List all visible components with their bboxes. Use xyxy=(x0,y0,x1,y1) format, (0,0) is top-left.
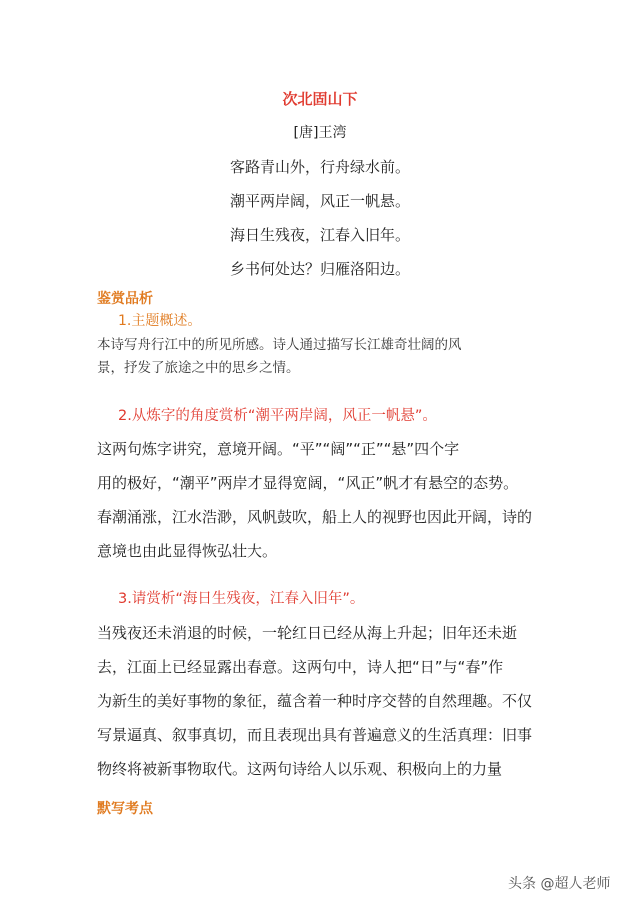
question-3-text-line: 写景逼真、叙事真切，而且表现出具有普遍意义的生活真理：旧事 xyxy=(97,726,533,744)
question-2-text-line: 用的极好，“潮平”两岸才显得宽阔，“风正”帆才有悬空的态势。 xyxy=(97,474,519,492)
poem-line: 潮平两岸阔，风正一帆悬。 xyxy=(229,192,410,210)
question-2-text-line: 这两句炼字讲究，意境开阔。“平”“阔”“正”“悬”四个字 xyxy=(97,440,460,458)
question-1-text-line: 本诗写舟行江中的所见所感。诗人通过描写长江雄奇壮阔的风 xyxy=(97,337,462,353)
question-3-heading: 3.请赏析“海日生残夜，江春入旧年”。 xyxy=(118,591,365,607)
question-2-text-line: 意境也由此显得恢弘壮大。 xyxy=(97,542,278,560)
question-1-text-line: 景，抒发了旅途之中的思乡之情。 xyxy=(97,360,300,376)
poem-author: [唐]王湾 xyxy=(293,125,347,141)
question-2-heading: 2.从炼字的角度赏析“潮平两岸阔，风正一帆悬”。 xyxy=(118,408,437,424)
poem-title: 次北固山下 xyxy=(282,90,358,108)
question-1-heading: 1.主题概述。 xyxy=(118,313,202,329)
question-3-text-line: 为新生的美好事物的象征，蕴含着一种时序交替的自然理趣。不仅 xyxy=(97,692,533,710)
question-3-text-line: 当残夜还未消退的时候，一轮红日已经从海上升起；旧年还未逝 xyxy=(97,624,518,642)
watermark: 头条 @超人老师 xyxy=(508,876,611,892)
dictation-heading: 默写考点 xyxy=(97,801,153,817)
poem-line: 乡书何处达？归雁洛阳边。 xyxy=(229,260,410,278)
poem-line: 海日生残夜，江春入旧年。 xyxy=(229,226,410,244)
poem-line: 客路青山外，行舟绿水前。 xyxy=(229,158,410,176)
question-3-text-line: 物终将被新事物取代。这两句诗给人以乐观、积极向上的力量 xyxy=(97,760,503,778)
question-2-text-line: 春潮涌涨，江水浩渺，风帆鼓吹，船上人的视野也因此开阔，诗的 xyxy=(97,508,533,526)
question-3-text-line: 去，江面上已经显露出春意。这两句中，诗人把“日”与“春”作 xyxy=(97,658,504,676)
appreciation-heading: 鉴赏品析 xyxy=(97,291,153,307)
